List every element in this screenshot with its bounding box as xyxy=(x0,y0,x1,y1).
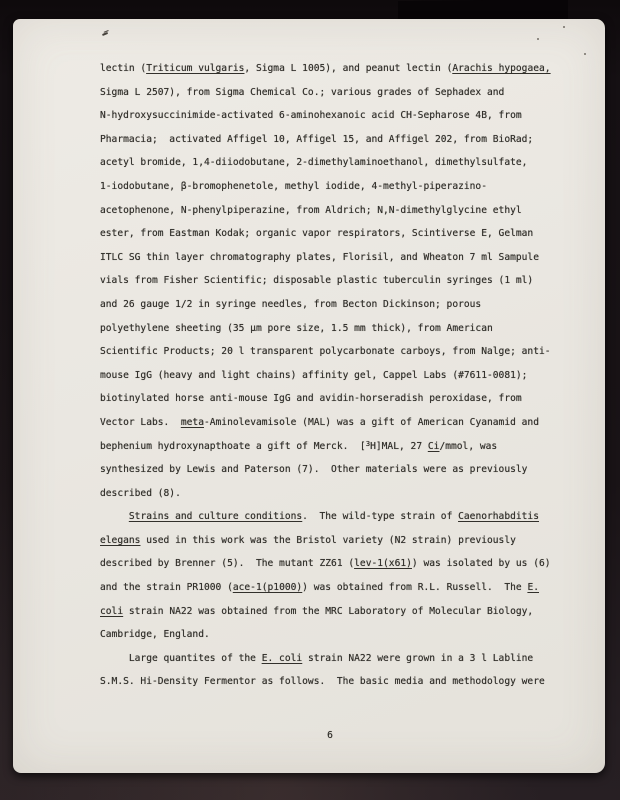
text-segment: acetophenone, N-phenylpiperazine, from Aldrich; N,N-dimethylglycine ethyl xyxy=(100,204,522,216)
text-segment: strain NA22 were grown in a 3 l Labline xyxy=(302,652,534,664)
text-line xyxy=(100,576,551,600)
dust-speck xyxy=(537,38,539,40)
text-segment: Arachis hypogaea, xyxy=(452,63,551,74)
text-segment: ) was isolated by us (6) xyxy=(411,558,551,570)
dust-speck xyxy=(563,26,565,28)
text-segment: N-hydroxysuccinimide-activated 6-aminohexanoic acid CH-Sepharose 4B, from xyxy=(100,110,522,122)
text-segment: E. coli xyxy=(261,652,303,664)
text-segment: used in this work was the Bristol variety (N2 strain) previously xyxy=(140,534,516,546)
text-segment: ) was obtained from R.L. Russell. The xyxy=(302,582,528,594)
text-line xyxy=(100,151,551,175)
text-line xyxy=(100,293,551,317)
text-segment: meta xyxy=(180,416,204,428)
text-line xyxy=(100,623,551,647)
text-segment: vials from Fisher Scientific; disposable plastic tuberculin syringes (1 ml) xyxy=(100,275,534,287)
text-segment: coli xyxy=(100,605,124,617)
text-segment: E. xyxy=(527,582,539,594)
text-segment: described (8). xyxy=(100,487,181,499)
text-line xyxy=(100,57,551,81)
text-line xyxy=(100,552,551,576)
text-segment: Cambridge, England. xyxy=(100,629,210,641)
text-line: bephenium hydroxynapthoate a gift of Merck. [3H]MAL, 27 Ci/mmol, was xyxy=(100,438,498,452)
text-segment: lev-1(x61) xyxy=(354,558,412,570)
typed-text-block xyxy=(100,57,551,694)
text-line xyxy=(100,175,551,199)
text-segment: ITLC SG thin layer chromatography plates, Florisil, and Wheaton 7 ml Sampule xyxy=(100,251,539,263)
text-line xyxy=(100,647,551,671)
text-segment: biotinylated horse anti-mouse IgG and avidin-horseradish peroxidase, from xyxy=(100,393,522,405)
stray-ink-mark xyxy=(102,32,108,36)
text-segment: Large quantites of the xyxy=(100,652,262,664)
text-line xyxy=(100,600,551,624)
text-line xyxy=(100,458,551,482)
text-segment: Pharmacia; activated Affigel 10, Affigel 15, and Affigel 202, from BioRad; xyxy=(100,133,534,145)
text-segment xyxy=(100,511,129,522)
text-segment: . The wild-type strain of xyxy=(302,511,459,523)
text-line xyxy=(100,222,551,246)
text-segment: lectin ( xyxy=(100,63,147,74)
text-line xyxy=(100,529,551,553)
text-segment: H]MAL, 27 xyxy=(370,440,428,452)
text-segment: Scientific Products; 20 l transparent polycarbonate carboys, from Nalge; anti- xyxy=(100,346,551,358)
text-segment: synthesized by Lewis and Paterson (7). Other materials were as previously xyxy=(100,464,528,476)
text-segment: 1-iodobutane, β-bromophenetole, methyl iodide, 4-methyl-piperazino- xyxy=(100,180,487,192)
text-line xyxy=(100,411,551,435)
text-segment: and the strain PR1000 ( xyxy=(100,582,233,594)
text-segment: ace-1(p1000) xyxy=(232,582,303,594)
text-segment: ester, from Eastman Kodak; organic vapor respirators, Scintiverse E, Gelman xyxy=(100,228,534,240)
text-segment: , Sigma L 1005), and peanut lectin ( xyxy=(244,63,453,74)
document-page xyxy=(13,19,605,773)
text-line xyxy=(100,505,551,529)
text-segment: Triticum vulgaris xyxy=(146,63,245,74)
text-segment: Caenorhabditis xyxy=(458,511,539,523)
text-line xyxy=(100,317,551,341)
text-line xyxy=(100,81,551,105)
text-segment: described by Brenner (5). The mutant ZZ61 ( xyxy=(100,558,355,570)
text-line xyxy=(100,340,551,364)
dust-speck xyxy=(584,53,586,55)
text-line xyxy=(100,128,551,152)
text-segment: S.M.S. Hi-Density Fermentor as follows. The basic media and methodology were xyxy=(100,676,545,688)
text-line xyxy=(100,246,551,270)
text-segment: Ci xyxy=(427,440,440,452)
text-line xyxy=(100,104,551,128)
text-segment: acetyl bromide, 1,4-diiodobutane, 2-dimethylaminoethanol, dimethylsulfate, xyxy=(100,157,528,169)
text-segment: Vector Labs. xyxy=(100,416,181,428)
text-segment: bephenium hydroxynapthoate a gift of Merck. [ xyxy=(100,440,366,452)
page-number: 6 xyxy=(327,730,333,741)
text-line xyxy=(100,387,551,411)
text-segment: elegans xyxy=(100,534,141,546)
text-line xyxy=(100,199,551,223)
text-segment: polyethylene sheeting (35 μm pore size, 1.5 mm thick), from American xyxy=(100,322,493,334)
text-line xyxy=(100,670,551,694)
text-segment: -Aminolevamisole (MAL) was a gift of American Cyanamid and xyxy=(203,416,539,428)
text-segment: /mmol, was xyxy=(439,440,498,452)
text-line xyxy=(100,269,551,293)
text-line xyxy=(100,364,551,388)
text-line xyxy=(100,482,551,506)
text-segment: strain NA22 was obtained from the MRC Laboratory of Molecular Biology, xyxy=(123,605,534,617)
text-segment: Strains and culture conditions xyxy=(128,511,303,523)
text-segment: Sigma L 2507), from Sigma Chemical Co.; various grades of Sephadex and xyxy=(100,86,505,98)
text-segment: and 26 gauge 1/2 in syringe needles, from Becton Dickinson; porous xyxy=(100,298,482,310)
text-segment: mouse IgG (heavy and light chains) affinity gel, Cappel Labs (#7611-0081); xyxy=(100,369,528,381)
